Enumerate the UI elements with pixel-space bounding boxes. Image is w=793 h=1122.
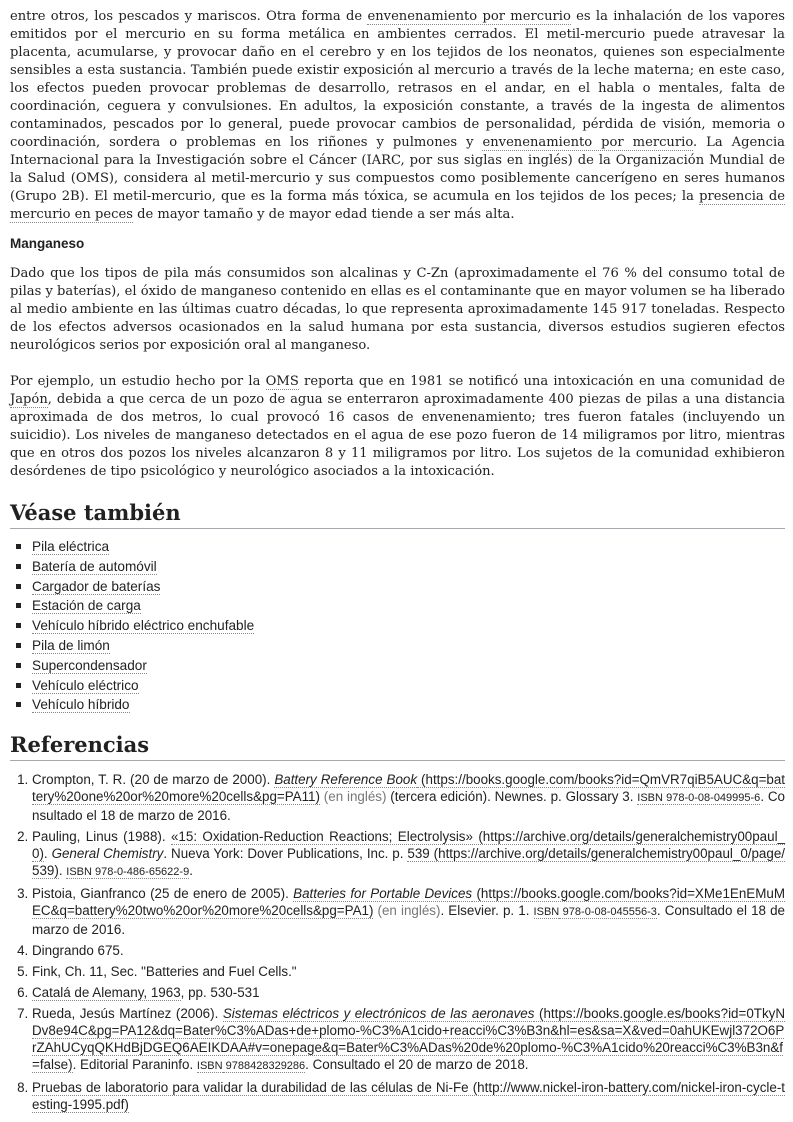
paragraph-text: reporta que en 1981 se notificó una intoxicación en una comunidad de [298, 374, 785, 389]
link-catala-alemany[interactable]: Catalá de Alemany, 1963 [32, 985, 181, 1001]
link-chapter[interactable]: «15: Oxidation-Reduction Reactions; Electrolysis» (https://archive.org/details/generalchemistry00paul_0) [32, 829, 785, 862]
language-tag: (en inglés) [373, 903, 441, 919]
link-page[interactable]: 539 (https://archive.org/details/generalchemistry00paul_0/page/539) [32, 846, 785, 879]
reference-item: 7. Rueda, Jesús Martínez (2006). Sistemas eléctricos y electrónicos de las aeronaves (https://books.google.es/books?id=0TkyNDv8e94C&pg=PA12&dq=Bater%C3%ADas+de+plomo-%C3%A1cido+reacci%C3%B3n&hl=es&sa=X&ved=0ahUKEwjl372O6PrZAhUCyqQKHdBjDGEQ6AEIKDAA#v=onepage&q=Bater%C3%ADas%20de%20plomo-%C3%A1cido%20reacci%C3%B3n&f=false). Editorial Paraninfo. ISBN 9788428329286. Consultado el 20 de marzo de 2018. [32, 1005, 785, 1075]
list-item [16, 577, 785, 597]
link-oms[interactable]: OMS [265, 374, 299, 389]
isbn-link[interactable]: ISBN [533, 906, 560, 919]
manganese-heading: Manganeso [10, 236, 85, 251]
manganese-paragraph-1: Dado que los tipos de pila más consumidos son alcalinas y C-Zn (aproximadamente el 76 % del consumo total de pilas y baterías), el óxido de manganeso contenido en ellas es el contaminante que en mayor volumen se ha liberado al medio ambiente en las últimas cuatro décadas, lo que representa aproximadamente 145 917 toneladas. Respecto de los efectos adversos ocasionados en la salud humana por esta sustancia, diversos estudios sugieren efectos neurológicos serios por exposición oral al manganeso. [10, 266, 785, 353]
bullet-icon [16, 663, 21, 668]
manganese-paragraph-2 [10, 373, 785, 481]
see-also-list [10, 537, 785, 715]
link-sistemas-electricos[interactable]: Sistemas eléctricos y electrónicos de las aeronaves [222, 1006, 535, 1022]
reference-item: 6. Catalá de Alemany, 1963, pp. 530-531 [32, 984, 785, 1001]
bullet-icon [16, 683, 21, 688]
reference-item [32, 1079, 785, 1113]
paragraph-text: entre otros, los pescados y mariscos. Otra forma de [10, 9, 368, 24]
link-pila-electrica[interactable]: Pila eléctrica [32, 539, 110, 554]
link-vehiculo-hibrido-enchufable[interactable]: Vehículo híbrido eléctrico enchufable [32, 618, 255, 634]
link-mercury-in-fish[interactable]: presencia de mercurio en peces [10, 189, 785, 222]
reference-url[interactable]: (https://books.google.es/books?id=0TkyNDv8e94C&pg=PA12&dq=Bater%C3%ADas+de+plomo-%C3%A1cido+reacci%C3%B3n&hl=es&sa=X&ved=0ahUKEwjl372O6PrZAhUCyqQKHdBjDGEQ6AEIKDAA#v=onepage&q=Bater%C3%ADas%20de%20plomo-%C3%A1cido%20reacci%C3%B3n&f=false) [32, 1006, 786, 1073]
reference-url[interactable]: (https://books.google.com/books?id=XMe1EnEMuMEC&q=battery%20two%20or%20more%20cells&pg=PA1) [32, 886, 785, 919]
isbn-number[interactable]: 978-0-08-049995-6 [662, 792, 761, 805]
paragraph-text: . La Agencia Internacional para la Investigación sobre el Cáncer (IARC, por sus siglas en inglés) de la Organización Mundial de la Salud (OMS), considera al metil-mercurio y sus compuestos como posiblemente cancerígeno en seres humanos (Grupo 2B). El metil-mercurio, que es la forma más tóxica, se acumula en los tejidos de los peces; la [10, 135, 785, 204]
link-ni-fe-tests[interactable]: Pruebas de laboratorio para validar la durabilidad de las células de Ni-Fe (http://www.nickel-iron-battery.com/nickel-iron-cycle-testing-1995.pdf) [32, 1080, 785, 1113]
isbn-number[interactable]: 978-0-08-045556-3 [559, 906, 657, 919]
paragraph-text: es la inhalación de los vapores emitidos por el mercurio en su forma metálica en ambientes cerrados. El metil-mercurio puede atravesar la placenta, acumularse, y provocar daño en el cerebro y en los tejidos de los neonatos, quienes son especialmente sensibles a esta sustancia. También puede existir exposición al mercurio a través de la leche materna; en este caso, los efectos pueden provocar problemas de desarrollo, retrasos en el andar, en el habla o mentales, falta de coordinación, ceguera y convulsiones. En adultos, la exposición constante, a través de la ingesta de alimentos contaminados, pescados por lo general, puede provocar cambios de personalidad, pérdida de visión, memoria o coordinación, sordera o problemas en los riñones y pulmones y [10, 9, 785, 150]
list-item [16, 695, 785, 715]
reference-item: 5. Fink, Ch. 11, Sec. "Batteries and Fuel Cells." [32, 963, 785, 980]
isbn-number[interactable]: 978-0-486-65622-9 [91, 866, 190, 879]
link-mercury-poisoning[interactable]: envenenamiento por mercurio [367, 9, 571, 24]
link-mercury-poisoning-2[interactable]: envenenamiento por mercurio [482, 135, 693, 150]
link-bateria-automovil[interactable]: Batería de automóvil [32, 558, 157, 574]
isbn-link[interactable]: ISBN [196, 1060, 223, 1073]
link-battery-reference-book[interactable]: Battery Reference Book [274, 772, 418, 788]
link-batteries-portable-devices[interactable]: Batteries for Portable Devices [293, 886, 473, 902]
bullet-icon [16, 623, 21, 628]
link-vehiculo-electrico[interactable]: Vehículo eléctrico [32, 677, 139, 693]
bullet-icon [16, 643, 21, 648]
bullet-icon [16, 544, 21, 549]
language-tag: (en inglés) [319, 789, 387, 805]
link-pila-limon[interactable]: Pila de limón [32, 637, 110, 653]
article-content [10, 8, 785, 1117]
bullet-icon [16, 702, 21, 707]
reference-url[interactable]: (https://books.google.com/books?id=QmVR7qiB5AUC&q=battery%20one%20or%20more%20cells&pg=PA11) [32, 772, 786, 805]
references-list [10, 771, 785, 1113]
list-item [16, 596, 785, 616]
link-supercondensador[interactable]: Supercondensador [32, 657, 147, 673]
mercury-paragraph [10, 8, 785, 224]
link-vehiculo-hibrido[interactable]: Vehículo híbrido [32, 697, 130, 713]
see-also-heading: Véase también [10, 500, 785, 529]
isbn-link[interactable]: ISBN [637, 792, 663, 805]
isbn-number[interactable]: 9788428329286 [222, 1060, 306, 1073]
reference-item: 3. Pistoia, Gianfranco (25 de enero de 2005). Batteries for Portable Devices (https://books.google.com/books?id=XMe1EnEMuMEC&q=battery%20two%20or%20more%20cells&pg=PA1) (en inglés). Elsevier. p. 1. ISBN 978-0-08-045556-3. Consultado el 18 de marzo de 2016. [32, 885, 785, 938]
paragraph-text: , debida a que cerca de un pozo de agua se enterraron aproximadamente 400 piezas de pilas a una distancia aproximada de dos metros, lo cual provocó 16 casos de envenenamiento; tres fueron fatales (incluyendo un suicidio). Los niveles de manganeso detectados en el agua de ese pozo fueron de 14 miligramos por litro, mientras que en otros dos pozos los niveles alcanzaron 8 y 11 miligramos por litro. Los sujetos de la comunidad exhibieron desórdenes de tipo psicológico y neurológico asociados a la intoxicación. [10, 392, 785, 479]
list-item [16, 636, 785, 656]
list-item [16, 676, 785, 696]
isbn-link[interactable]: ISBN [66, 866, 92, 879]
book-title: General Chemistry [51, 846, 164, 862]
paragraph-text: de mayor tamaño y de mayor edad tiende a ser más alta. [132, 207, 515, 222]
list-item [16, 537, 785, 557]
list-item [16, 557, 785, 577]
bullet-icon [16, 603, 21, 608]
link-estacion-carga[interactable]: Estación de carga [32, 598, 141, 614]
list-item [16, 656, 785, 676]
reference-item: 4. Dingrando 675. [32, 942, 785, 959]
bullet-icon [16, 584, 21, 589]
references-heading: Referencias [10, 732, 785, 761]
reference-item: 1. Crompton, T. R. (20 de marzo de 2000). Battery Reference Book (https://books.google.com/books?id=QmVR7qiB5AUC&q=battery%20one%20or%20more%20cells&pg=PA11) (en inglés) (tercera edición). Newnes. p. Glossary 3. ISBN 978-0-08-049995-6. Consultado el 18 de marzo de 2016. [32, 771, 785, 824]
link-japon[interactable]: Japón [10, 392, 48, 407]
reference-item: 2. Pauling, Linus (1988). «15: Oxidation-Reduction Reactions; Electrolysis» (https://archive.org/details/generalchemistry00paul_0). General Chemistry. Nueva York: Dover Publications, Inc. p. 539 (https://archive.org/details/generalchemistry00paul_0/page/539). ISBN 978-0-486-65622-9. [32, 828, 785, 881]
link-cargador-baterias[interactable]: Cargador de baterías [32, 578, 161, 594]
bullet-icon [16, 564, 21, 569]
paragraph-text: Por ejemplo, un estudio hecho por la [10, 374, 266, 389]
list-item [16, 616, 785, 636]
